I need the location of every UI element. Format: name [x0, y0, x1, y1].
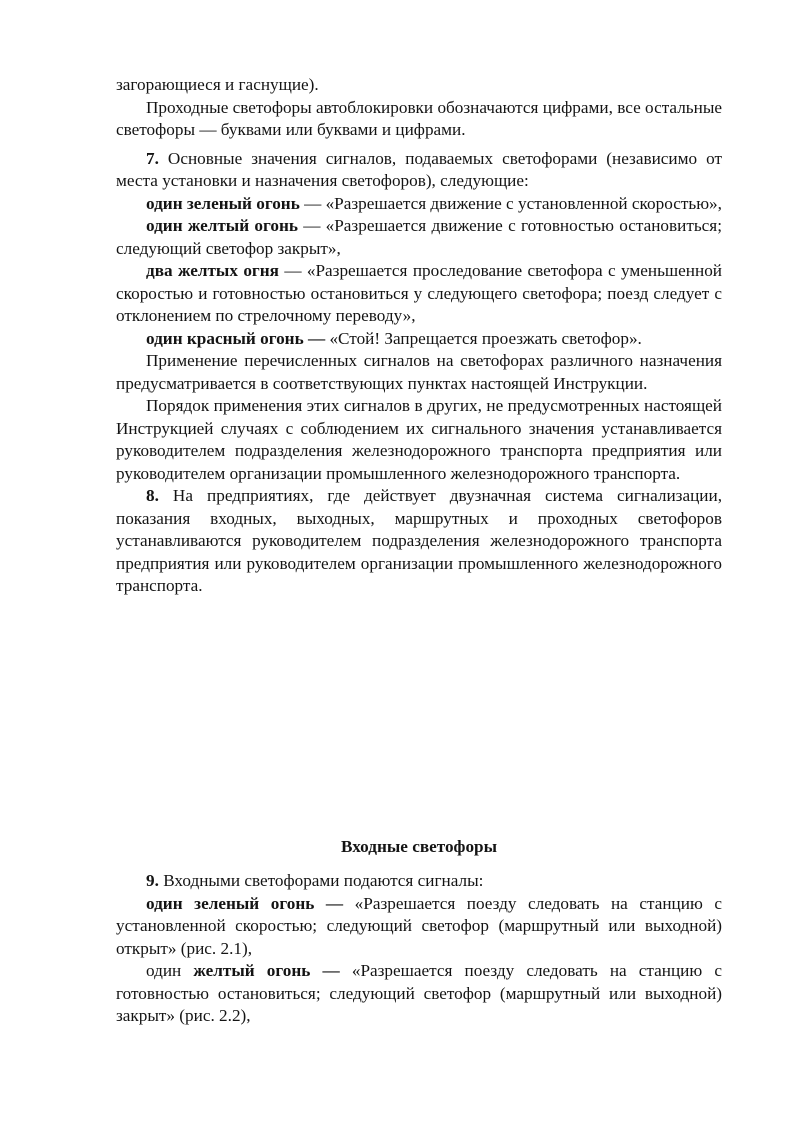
signal-meaning: «Разрешается поезду следовать на станцию с готовностью остановиться; следующий светофор (маршрутный или выходной) закрыт» (рис. 2.2), — [116, 961, 722, 1025]
signal-yellow — [116, 215, 722, 260]
clause-text: Входными светофорами подаются сигналы: — [158, 871, 484, 890]
signal-prefix: один — [146, 961, 194, 980]
paragraph-procedure: Порядок применения этих сигналов в других, не предусмотренных настоящей Инструкцией случаях с соблюдением их сигнального значения устанавливается руководителем подразделения железнодорожного транспорта предприятия или руководителем организации промышленного железнодорожного транспорта. — [116, 396, 722, 483]
signal-name: один желтый огонь — [146, 216, 298, 235]
signal-name: два желтых огня — [146, 261, 279, 280]
signal-red — [116, 328, 722, 351]
clause-number: 7. — [146, 148, 159, 168]
paragraph-application: Применение перечисленных сигналов на светофорах различного назначения предусматривается в соответствующих пунктах настоящей Инструкции. — [116, 351, 722, 393]
signal-name: желтый огонь — — [193, 961, 340, 980]
signal-two-yellow — [116, 260, 722, 328]
signal-name: один зеленый огонь — — [146, 893, 344, 913]
signal-entry-yellow — [116, 960, 722, 1028]
signal-meaning: — «Разрешается движение с установленной скоростью», — [299, 193, 722, 213]
document-body-bottom — [116, 870, 722, 1028]
clause-text: Основные значения сигналов, подаваемых светофорами (независимо от места установки и назначения светофоров), следующие: — [116, 148, 722, 190]
clause-text: На предприятиях, где действует двузначная система сигнализации, показания входных, выходных, маршрутных и проходных светофоров устанавливаются руководителем подразделения железнодорожного транспорта предприятия или руководителем организации промышленного железнодорожного транспорта. — [116, 486, 722, 595]
clause-number: 8. — [146, 486, 159, 505]
clause-7 — [116, 148, 722, 193]
signal-meaning: — «Разрешается проследование светофора с уменьшенной скоростью и готовностью остановиться у следующего светофора; поезд следует с отклонением по стрелочному переводу», — [116, 261, 722, 325]
document-body-top — [116, 74, 722, 598]
clause-number: 9. — [146, 871, 159, 890]
signal-meaning: «Разрешается поезду следовать на станцию с установленной скоростью; следующий светофор (маршрутный или выходной) открыт» (рис. 2.1), — [116, 893, 723, 958]
signal-meaning: — «Разрешается движение с готовностью остановиться; следующий светофор закрыт», — [116, 216, 722, 258]
signal-entry-green — [116, 893, 722, 961]
clause-9 — [116, 870, 722, 893]
signal-name: один красный огонь — — [146, 328, 326, 348]
section-heading: Входные светофоры — [340, 837, 498, 856]
paragraph-signal-numbering: Проходные светофоры автоблокировки обозначаются цифрами, все остальные светофоры — буквами или буквами и цифрами. — [116, 97, 722, 139]
signal-name: один зеленый огонь — [146, 193, 300, 213]
clause-8 — [116, 485, 722, 598]
signal-meaning: «Стой! Запрещается проезжать светофор». — [325, 328, 642, 348]
signal-green — [116, 193, 722, 216]
paragraph-continuation: загорающиеся и гаснущие). — [116, 75, 319, 94]
